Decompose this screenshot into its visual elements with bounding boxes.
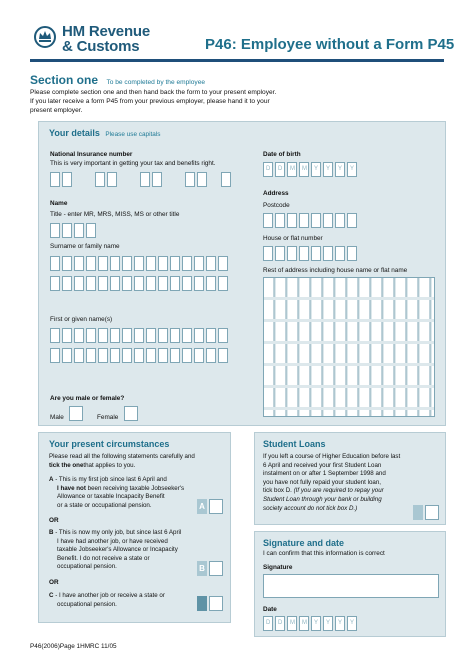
circumstances-intro [49,453,195,470]
hmrc-logo [32,20,152,56]
student-loan-checkbox[interactable] [425,505,439,520]
circumstances-intro-line-1: Please read all the following statements carefully and [49,453,195,460]
first-names-label: First or given name(s) [50,316,113,323]
your-details-subtitle: Please use capitals [105,131,161,138]
signature-heading: Signature and date [263,538,345,548]
option-c-letter-tag [197,596,207,611]
student-loans-panel [254,432,446,525]
your-details-heading [49,128,160,138]
your-details-title: Your details [49,128,100,138]
circumstances-intro-line-2: tick the onethat applies to you. [49,461,136,469]
female-label: Female [97,414,119,421]
intro-line-2: If you later receive a form P45 from your previous employer, please hand it to your [30,98,270,106]
dob-label: Date of birth [263,151,301,158]
or-separator-1: OR [49,517,59,524]
section-one-subtitle: To be completed by the employee [106,79,206,86]
ni-note: This is very important in getting your tax and benefits right. [50,160,216,167]
male-label: Male [50,414,64,421]
date-label: Date [263,606,277,613]
postcode-label: Postcode [263,202,290,209]
option-a-text: A - This is my first job since last 6 April and I have not been receiving taxable Jobseeker's Allowance or taxable Incapacity Benefit or a state or occupational pension. [49,476,185,509]
header-rule [30,59,444,62]
intro-line-3: present employer. [30,107,83,115]
intro-line-1: Please complete section one and then hand back the form to your present employer. [30,89,277,96]
option-a-letter-tag: A [197,499,207,514]
ni-label: National Insurance number [50,151,133,158]
logo-line-1: HM Revenue [62,23,151,40]
circumstances-panel [38,432,231,623]
page-footer: P46(2006)Page 1HMRC 11/05 [30,643,117,650]
page-title: P46: Employee without a Form P45 [205,36,455,53]
address-label: Address [263,190,289,197]
female-checkbox[interactable] [124,406,138,421]
your-details-panel: Your details Please use capitals National Insurance number This is very important in getting your tax and benefits right. Name Title - enter MR, MRS, MISS, MS or other title Surname or family name First or given name(s) Are you male or female? Male Female Date of birth D D M M Y Y Y Y Address Postcode House or flat number Rest of address including house name or flat name [38,121,446,426]
crown-crest-icon [34,24,56,50]
option-d-letter-tag [413,505,423,520]
section-one-intro [30,88,350,116]
male-checkbox[interactable] [69,406,83,421]
option-b-checkbox[interactable] [209,561,223,576]
signature-panel: Signature and date I can confirm that this information is correct Signature Date D D M M Y Y Y Y [254,531,446,637]
student-loans-heading: Student Loans [263,439,326,449]
house-number-label: House or flat number [263,235,323,242]
title-label: Title - enter MR, MRS, MISS, MS or other title [50,211,180,218]
or-separator-2: OR [49,579,59,586]
signature-statement: I can confirm that this information is correct [263,550,385,557]
signature-label: Signature [263,564,293,571]
section-one-title: Section one [30,73,99,87]
option-a-checkbox[interactable] [209,499,223,514]
name-label: Name [50,200,68,207]
logo-line-2: & Customs [62,38,140,55]
circumstances-heading: Your present circumstances [49,439,170,449]
student-loans-text: If you left a course of Higher Education before last 6 April and received your first Student Loan instalment on or after 1 September 1998 and you have not fully repaid your student loan, tick box D. (If you are required to repay your Student Loan through your bank or building society account do not tick box D.) [263,453,401,512]
surname-label: Surname or family name [50,243,120,250]
option-c-checkbox[interactable] [209,596,223,611]
signature-field[interactable] [263,574,439,598]
rest-of-address-label: Rest of address including house name or flat name [263,267,408,274]
sex-question: Are you male or female? [50,395,125,402]
section-one-header [30,71,205,89]
rest-of-address-field[interactable] [263,277,435,417]
option-b-letter-tag: B [197,561,207,576]
option-c-text: C - I have another job or receive a state or occupational pension. [49,592,165,608]
option-b-text: B - This is now my only job, but since last 6 April I have had another job, or have received taxable Jobseeker's Allowance or Incapacity Benefit. I do not receive a state or occupational pension. [49,529,182,571]
